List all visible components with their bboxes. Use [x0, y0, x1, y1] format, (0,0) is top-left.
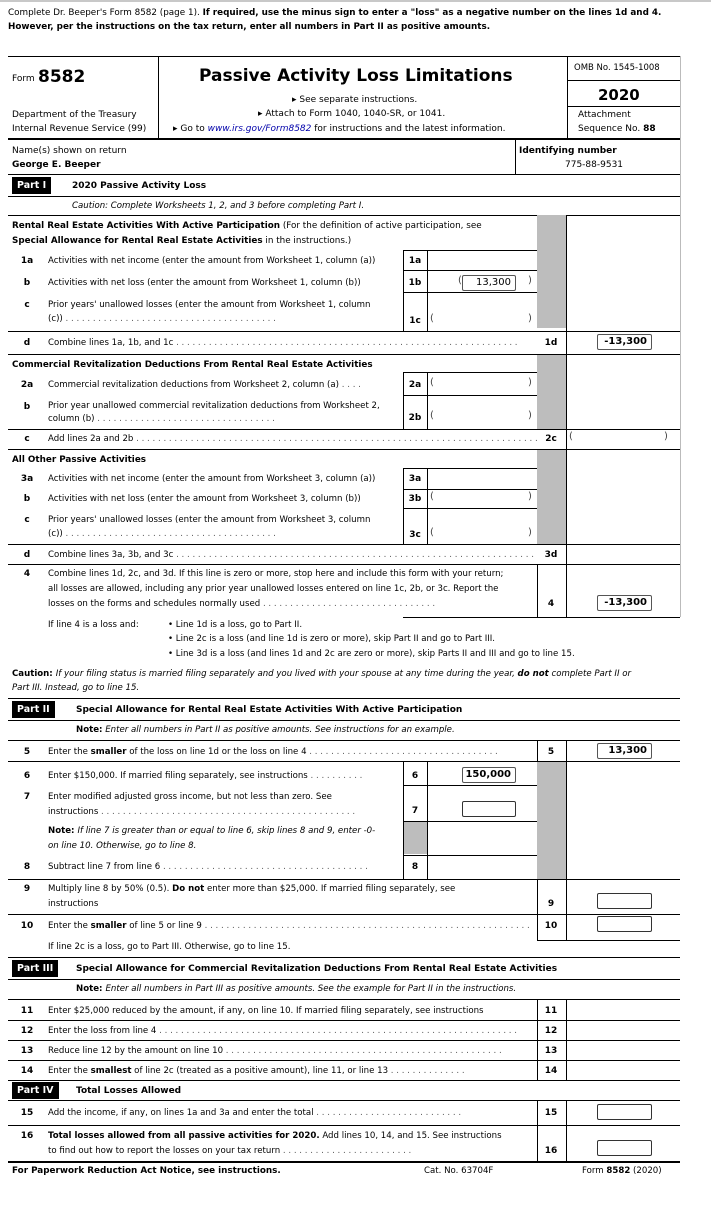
- line-13-num: 13: [20, 1046, 34, 1056]
- line-1c-num: c: [24, 300, 30, 310]
- line-3c-open-paren: (: [430, 527, 434, 538]
- line-5-text: Enter the smaller of the loss on line 1d or the loss on line 4 . . . . . . . . . . . . . . . . . . . . . . . . . . . . . . . . . . .: [48, 747, 498, 757]
- line-3a-bottom: [403, 489, 537, 490]
- instructions-line-2: However, per the instructions on the tax return, enter all numbers in Part II as positive amounts.: [8, 22, 491, 32]
- rental-heading-2: Special Allowance for Rental Real Estate Activities in the instructions.): [12, 236, 352, 246]
- subtitle-instructions: ▸ See separate instructions.: [292, 95, 418, 105]
- line-10-input[interactable]: [597, 916, 652, 932]
- line-7-box-label: 7: [411, 806, 419, 816]
- id-divider: [515, 140, 516, 174]
- line-1d-text: Combine lines 1a, 1b, and 1c . . . . . . . . . . . . . . . . . . . . . . . . . . . . . . . . . . . . . . . . . . . . . . . . . . . . . . . . . . . . . . .: [48, 338, 518, 348]
- line-14-box-label: 14: [544, 1066, 558, 1076]
- line-4-text-3: losses on the forms and schedules normally used . . . . . . . . . . . . . . . . . . . . . . . . . . . . . . . .: [48, 599, 436, 609]
- omb-rule: [567, 80, 680, 81]
- instructions-line-1: [8, 8, 661, 18]
- line-4-col: [537, 564, 538, 617]
- amount-col-divider: [566, 215, 567, 617]
- line-3b-num: b: [23, 494, 31, 504]
- part3-note: Note: Enter all numbers in Part III as positive amounts. See the example for Part II in the instructions.: [76, 984, 517, 994]
- line-14-text: Enter the smallest of line 2c (treated as a positive amount), line 11, or line 13 . . . . . . . . . . . . . .: [48, 1066, 465, 1076]
- line-2b-box-label: 2b: [408, 413, 422, 423]
- line-2a-text: Commercial revitalization deductions from Worksheet 2, column (a) . . . .: [48, 380, 361, 390]
- line-5-bottom: [8, 761, 680, 762]
- line-1d-top: [537, 331, 680, 332]
- line-7-note-1: Note: If line 7 is greater than or equal to line 6, skip lines 8 and 9, enter -0-: [48, 826, 376, 836]
- line-1a-top: [403, 250, 537, 251]
- p2-gray: [537, 761, 566, 879]
- part2-note: Note: Enter all numbers in Part II as positive amounts. See instructions for an example.: [76, 725, 455, 735]
- line-16-text-2: to find out how to report the losses on your tax return . . . . . . . . . . . . . . . . . . . . . . . .: [48, 1146, 412, 1156]
- line-4-num: 4: [23, 569, 31, 579]
- line-3c-text-1: Prior years' unallowed losses (enter the amount from Worksheet 3, column: [48, 515, 371, 525]
- tax-year: 2020: [598, 86, 640, 104]
- line-15-text: Add the income, if any, on lines 1a and 3a and enter the total . . . . . . . . . . . . . . . . . . . . . . . . . . .: [48, 1108, 462, 1118]
- line-3b-text: Activities with net loss (enter the amount from Worksheet 3, column (b)): [48, 494, 361, 504]
- line-1a-num: 1a: [20, 256, 34, 266]
- line-1a-text: Activities with net income (enter the amount from Worksheet 1, column (a)): [48, 256, 376, 266]
- line-14-bottom: [8, 1080, 680, 1081]
- line-2b-bottom: [8, 429, 537, 430]
- commercial-heading: Commercial Revitalization Deductions From Rental Real Estate Activities: [12, 360, 373, 370]
- name-bottom-rule: [8, 174, 680, 175]
- line-1b-bottom: [403, 292, 537, 293]
- line-2c-num: c: [24, 434, 30, 444]
- line-1b-text: Activities with net loss (enter the amount from Worksheet 1, column (b)): [48, 278, 361, 288]
- id-label: Identifying number: [519, 146, 617, 156]
- dept-irs: Internal Revenue Service (99): [12, 124, 147, 134]
- line-9-num: 9: [23, 884, 31, 894]
- part3-note-rule: [8, 999, 680, 1000]
- line-9-top: [537, 879, 680, 880]
- line-15-bottom: [8, 1125, 680, 1126]
- line-14-num: 14: [20, 1066, 34, 1076]
- line-6-box-label: 6: [411, 771, 419, 781]
- sub3-col-right: [427, 468, 428, 545]
- line-12-bottom: [8, 1040, 680, 1041]
- line-10-bottom: [537, 940, 680, 941]
- form-word: Form: [12, 74, 35, 84]
- p4-col-left: [537, 1100, 538, 1162]
- line-4-input[interactable]: -13,300: [597, 595, 652, 611]
- line-2b-open-paren: (: [430, 410, 434, 421]
- line-16-input[interactable]: [597, 1140, 652, 1156]
- line-1c-text-2: (c)) . . . . . . . . . . . . . . . . . . . . . . . . . . . . . . . . . . . . . . .: [48, 314, 276, 324]
- bullet-2: • Line 2c is a loss (and line 1d is zero or more), skip Part II and go to Part III.: [168, 634, 496, 644]
- year-rule: [567, 106, 680, 107]
- line-3b-close-paren: ): [528, 491, 532, 502]
- line-1c-box-label: 1c: [409, 316, 421, 326]
- subtitle-goto: ▸ Go to www.irs.gov/Form8582 for instructions and the latest information.: [173, 124, 506, 134]
- line-1d-num: d: [23, 338, 31, 348]
- line-2b-num: b: [23, 402, 31, 412]
- line-3a-box-label: 3a: [408, 474, 422, 484]
- line-1a-bottom: [403, 270, 537, 271]
- line-3d-top: [537, 544, 680, 545]
- line-3b-bottom: [403, 508, 537, 509]
- line-11-bottom: [8, 1020, 680, 1021]
- form-number: 8582: [38, 67, 86, 87]
- subtitle-attach: ▸ Attach to Form 1040, 1040-SR, or 1041.: [258, 109, 446, 119]
- part4-tag: Part IV: [12, 1082, 59, 1099]
- line-3d-bottom: [8, 564, 680, 565]
- line-11-text: Enter $25,000 reduced by the amount, if any, on line 10. If married filing separately, see instructions: [48, 1006, 484, 1016]
- line-2a-box-label: 2a: [408, 380, 422, 390]
- line-3d-text: Combine lines 3a, 3b, and 3c . . . . . . . . . . . . . . . . . . . . . . . . . . . . . . . . . . . . . . . . . . . . . . . . . . . . . . . . . . . . . . . . . .: [48, 550, 534, 560]
- part1-title: 2020 Passive Activity Loss: [72, 181, 207, 191]
- other-heading: All Other Passive Activities: [12, 455, 147, 465]
- line-15-box-label: 15: [544, 1108, 558, 1118]
- line-3d-box-label: 3d: [544, 550, 558, 560]
- line-2c-close-paren: ): [664, 431, 668, 442]
- header-divider-right: [567, 56, 568, 138]
- line-10-box-label: 10: [544, 921, 558, 931]
- line-1b-open-paren: (: [458, 275, 462, 286]
- line-13-bottom: [8, 1060, 680, 1061]
- line-7-text-1: Enter modified adjusted gross income, but not less than zero. See: [48, 792, 332, 802]
- footer-rule: [8, 1161, 680, 1163]
- dept-treasury: Department of the Treasury: [12, 110, 137, 120]
- line-12-box-label: 12: [544, 1026, 558, 1036]
- part1-caution-rule: [8, 215, 680, 216]
- form-title: Passive Activity Loss Limitations: [199, 66, 513, 86]
- line-1d-bottom: [8, 354, 680, 355]
- line-7-num: 7: [23, 792, 31, 802]
- line-2b-text-2: column (b) . . . . . . . . . . . . . . . . . . . . . . . . . . . . . . . . .: [48, 414, 275, 424]
- line-9-box-label: 9: [547, 899, 555, 909]
- line-1b-box-label: 1b: [408, 278, 422, 288]
- irs-link[interactable]: www.irs.gov/Form8582: [207, 124, 312, 134]
- taxpayer-id: 775-88-9531: [565, 160, 624, 170]
- bullet-3: • Line 3d is a loss (and lines 1d and 2c are zero or more), skip Parts II and III and go to line 15.: [168, 649, 575, 659]
- line-6-text: Enter $150,000. If married filing separately, see instructions . . . . . . . . . .: [48, 771, 363, 781]
- part3-title: Special Allowance for Commercial Revitalization Deductions From Rental Real Estate Activities: [76, 964, 558, 974]
- caution-married-2: Part III. Instead, go to line 15.: [12, 683, 140, 693]
- line-3c-close-paren: ): [528, 527, 532, 538]
- line-7-text-2: instructions . . . . . . . . . . . . . . . . . . . . . . . . . . . . . . . . . . . . . . . . . . . . . . .: [48, 807, 356, 817]
- part3-title-rule: [8, 979, 680, 980]
- gray-col-3: [537, 449, 566, 545]
- line-9-input[interactable]: [597, 893, 652, 909]
- line-13-box-label: 13: [544, 1046, 558, 1056]
- part4-title: Total Losses Allowed: [76, 1086, 182, 1096]
- sub-label-col-right: [427, 250, 428, 332]
- line-12-text: Enter the loss from line 4 . . . . . . . . . . . . . . . . . . . . . . . . . . . . . . . . . . . . . . . . . . . . . . . . . . . . . . . . . . . . . . . . . .: [48, 1026, 517, 1036]
- line-2a-top: [403, 372, 537, 373]
- footer-cat: Cat. No. 63704F: [424, 1166, 494, 1176]
- line-1c-bottom: [8, 331, 537, 332]
- line-8-text: Subtract line 7 from line 6 . . . . . . . . . . . . . . . . . . . . . . . . . . . . . . . . . . . . . .: [48, 862, 368, 872]
- line-1c-text-1: Prior years' unallowed losses (enter the amount from Worksheet 1, column: [48, 300, 371, 310]
- line-4-box-label: 4: [547, 599, 555, 609]
- gray-col-1: [537, 215, 566, 328]
- line-11-box-label: 11: [544, 1006, 558, 1016]
- line-1d-input[interactable]: -13,300: [597, 334, 652, 350]
- line-1a-box-label: 1a: [408, 256, 422, 266]
- line-6-bottom: [403, 785, 537, 786]
- part2-note-rule: [8, 740, 680, 741]
- line-9-bottom: [8, 914, 680, 915]
- line-2c-open-paren: (: [569, 431, 573, 442]
- line-1b-num: b: [23, 278, 31, 288]
- caution-married-1: Caution: If your filing status is married filing separately and you lived with your spouse at any time during the year, do not complete Part II or: [12, 669, 632, 679]
- part1-tag: Part I: [12, 177, 51, 194]
- rental-heading: Rental Real Estate Activities With Active Participation (For the definition of active participation, see: [12, 221, 482, 231]
- line-4-text-2: all losses are allowed, including any prior year unallowed losses entered on line 1c, 2b, or 3c. Report the: [48, 584, 499, 594]
- bullet-1: • Line 1d is a loss, go to Part II.: [168, 620, 303, 630]
- taxpayer-name: George E. Beeper: [12, 160, 101, 170]
- part1-caution: Caution: Complete Worksheets 1, 2, and 3 before completing Part I.: [72, 201, 365, 211]
- part3-tag: Part III: [12, 960, 58, 977]
- sequence-number: Sequence No. 88: [578, 124, 656, 134]
- line-10-num: 10: [20, 921, 34, 931]
- name-label: Name(s) shown on return: [12, 146, 127, 156]
- line-3a-num: 3a: [20, 474, 34, 484]
- line-3c-text-2: (c)) . . . . . . . . . . . . . . . . . . . . . . . . . . . . . . . . . . . . . . .: [48, 529, 276, 539]
- line-16-text-1: Total losses allowed from all passive activities for 2020. Add lines 10, 14, and 15. See instructions: [48, 1131, 502, 1141]
- part4-title-rule: [8, 1100, 680, 1101]
- part2-top-rule: [8, 698, 680, 699]
- line-8-box-label: 8: [411, 862, 419, 872]
- line-3c-bottom: [8, 544, 537, 545]
- line-3c-box-label: 3c: [409, 530, 421, 540]
- line-3b-box-label: 3b: [408, 494, 422, 504]
- line-3a-top: [403, 468, 537, 469]
- instructions-text: Complete Dr. Beeper's Form 8582 (page 1).: [8, 8, 203, 18]
- line-1c-close-paren: ): [528, 313, 532, 324]
- top-border: [0, 0, 711, 2]
- line-5-num: 5: [23, 747, 31, 757]
- if-line-4-label: If line 4 is a loss and:: [48, 620, 139, 630]
- line-2b-text-1: Prior year unallowed commercial revitalization deductions from Worksheet 2,: [48, 401, 380, 411]
- line-5-box-label: 5: [547, 747, 555, 757]
- line-2c-box-label: 2c: [545, 434, 557, 444]
- line-2b-close-paren: ): [528, 410, 532, 421]
- line-16-box-label: 16: [544, 1146, 558, 1156]
- line-8-bottom: [8, 879, 537, 880]
- line-10-note: If line 2c is a loss, go to Part III. Otherwise, go to line 15.: [48, 942, 291, 952]
- line-15-num: 15: [20, 1108, 34, 1118]
- line-13-text: Reduce line 12 by the amount on line 10 . . . . . . . . . . . . . . . . . . . . . . . . . . . . . . . . . . . . . . . . . . . . . . . . . . .: [48, 1046, 502, 1056]
- part1-title-rule: [8, 196, 680, 197]
- header-divider-left: [158, 56, 159, 138]
- line-3d-num: d: [23, 550, 31, 560]
- line-7-note-gray: [404, 822, 427, 854]
- line-2a-bottom: [403, 395, 537, 396]
- line-2a-open-paren: (: [430, 377, 434, 388]
- line-5-input[interactable]: 13,300: [597, 743, 652, 759]
- line-7-input[interactable]: [462, 801, 516, 817]
- line-2c-top: [537, 429, 680, 430]
- line-16-num: 16: [20, 1131, 34, 1141]
- footer-paperwork: For Paperwork Reduction Act Notice, see instructions.: [12, 1166, 281, 1176]
- line-12-num: 12: [20, 1026, 34, 1036]
- part2-title-rule: [8, 720, 680, 721]
- line-4-text-1: Combine lines 1d, 2c, and 3d. If this line is zero or more, stop here and include this form with your return;: [48, 569, 504, 579]
- attachment-label: Attachment: [578, 110, 631, 120]
- line-15-input[interactable]: [597, 1104, 652, 1120]
- instructions-bold: If required, use the minus sign to enter a "loss" as a negative number on the lines 1d and 4.: [202, 8, 662, 18]
- line-4-bottom: [403, 617, 680, 618]
- line-6-num: 6: [23, 771, 31, 781]
- omb-number: OMB No. 1545-1008: [574, 63, 660, 73]
- line-9-text-2: instructions: [48, 899, 99, 909]
- line-11-num: 11: [20, 1006, 34, 1016]
- gray-col-2: [537, 354, 566, 430]
- right-edge: [680, 56, 681, 617]
- line-1b-close-paren: ): [528, 275, 532, 286]
- line-9-text-1: Multiply line 8 by 50% (0.5). Do not enter more than $25,000. If married filing separately, see: [48, 884, 456, 894]
- part3-top-rule: [8, 957, 680, 958]
- p2-sub-col-right: [427, 761, 428, 879]
- line-10-text: Enter the smaller of line 5 or line 9 . . . . . . . . . . . . . . . . . . . . . . . . . . . . . . . . . . . . . . . . . . . . . . . . . . . . . . . . . . . .: [48, 921, 530, 931]
- header-bottom-rule: [8, 138, 680, 140]
- line-3c-num: c: [24, 515, 30, 525]
- line-3a-text: Activities with net income (enter the amount from Worksheet 3, column (a)): [48, 474, 376, 484]
- line-6-input[interactable]: 150,000: [462, 767, 516, 783]
- part2-title: Special Allowance for Rental Real Estate Activities With Active Participation: [76, 705, 463, 715]
- line-7-note-bottom: [403, 855, 537, 856]
- line-8-num: 8: [23, 862, 31, 872]
- p2-amount-col-2: [566, 740, 567, 940]
- sub2-col-right: [427, 372, 428, 430]
- line-2c-bottom: [8, 449, 680, 450]
- p4-col-right: [566, 1100, 567, 1162]
- line-3b-open-paren: (: [430, 491, 434, 502]
- line-2c-text: Add lines 2a and 2b . . . . . . . . . . . . . . . . . . . . . . . . . . . . . . . . . . . . . . . . . . . . . . . . . . . . . . . . . . . . . . . . . . . . . . . . . .: [48, 434, 538, 444]
- line-7-note-2: on line 10. Otherwise, go to line 8.: [48, 841, 197, 851]
- footer-form: Form 8582 (2020): [582, 1166, 662, 1176]
- line-1d-box-label: 1d: [544, 338, 558, 348]
- header-top-rule: [8, 56, 680, 57]
- line-2a-close-paren: ): [528, 377, 532, 388]
- part2-tag: Part II: [12, 701, 55, 718]
- line-2a-num: 2a: [20, 380, 34, 390]
- line-1b-input[interactable]: 13,300: [462, 275, 516, 291]
- line-1c-open-paren: (: [430, 313, 434, 324]
